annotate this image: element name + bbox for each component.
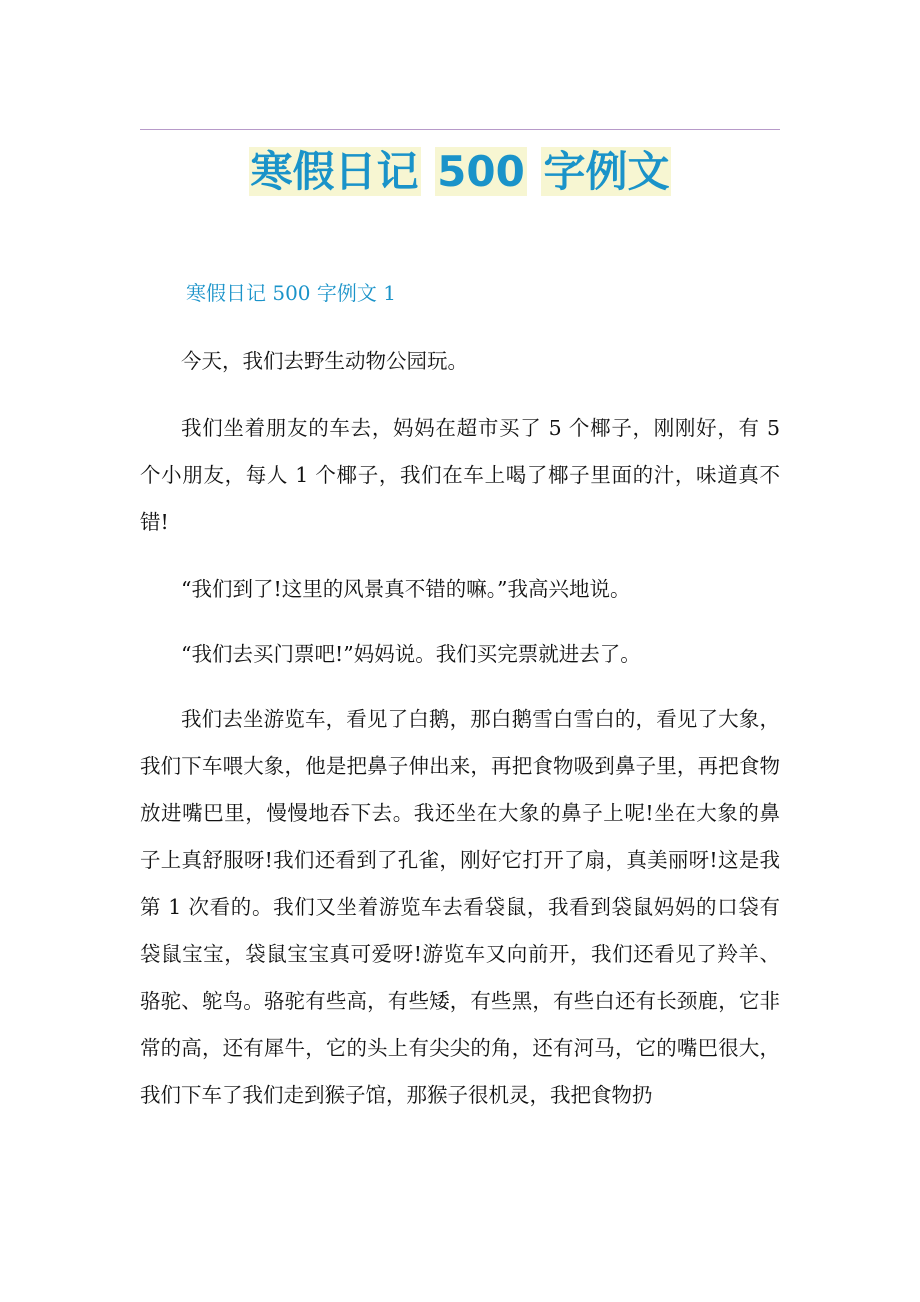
paragraph: “我们到了!这里的风景真不错的嘛。”我高兴地说。	[181, 577, 631, 601]
paragraph: 我们去坐游览车，看见了白鹅，那白鹅雪白雪白的，看见了大象，我们下车喂大象，他是把鼻子伸出来，再把食物吸到鼻子里，再把食物放进嘴巴里，慢慢地吞下去。我还坐在大象的鼻子上呢!坐在大象的鼻子上真舒服呀!我们还看到了孔雀，刚好它打开了扇，真美丽呀!这是我第 1 次看的。我们又坐着游览车去看袋鼠，我看到袋鼠妈妈的口袋有袋鼠宝宝，袋鼠宝宝真可爱呀!游览车又向前开，我们还看见了羚羊、骆驼、鸵鸟。骆驼有些高，有些矮，有些黑，有些白还有长颈鹿，它非常的高，还有犀牛，它的头上有尖尖的角，还有河马，它的嘴巴很大，我们下车了我们走到猴子馆，那猴子很机灵，我把食物扔	[140, 707, 780, 1107]
title-part: 寒假日记	[250, 147, 419, 196]
section-heading: 寒假日记 500 字例文 1	[186, 281, 396, 305]
paragraph: 今天，我们去野生动物公园玩。	[181, 349, 468, 373]
title-part: 字例文	[543, 147, 670, 196]
header-rule	[140, 129, 780, 130]
article-body	[140, 338, 780, 1139]
paragraph: 我们坐着朋友的车去，妈妈在超市买了 5 个椰子，刚刚好，有 5 个小朋友，每人 1 个椰子，我们在车上喝了椰子里面的汁，味道真不错!	[140, 416, 780, 534]
title-part: 500	[437, 147, 525, 196]
document-title	[0, 144, 920, 200]
paragraph: “我们去买门票吧!”妈妈说。我们买完票就进去了。	[181, 642, 641, 666]
